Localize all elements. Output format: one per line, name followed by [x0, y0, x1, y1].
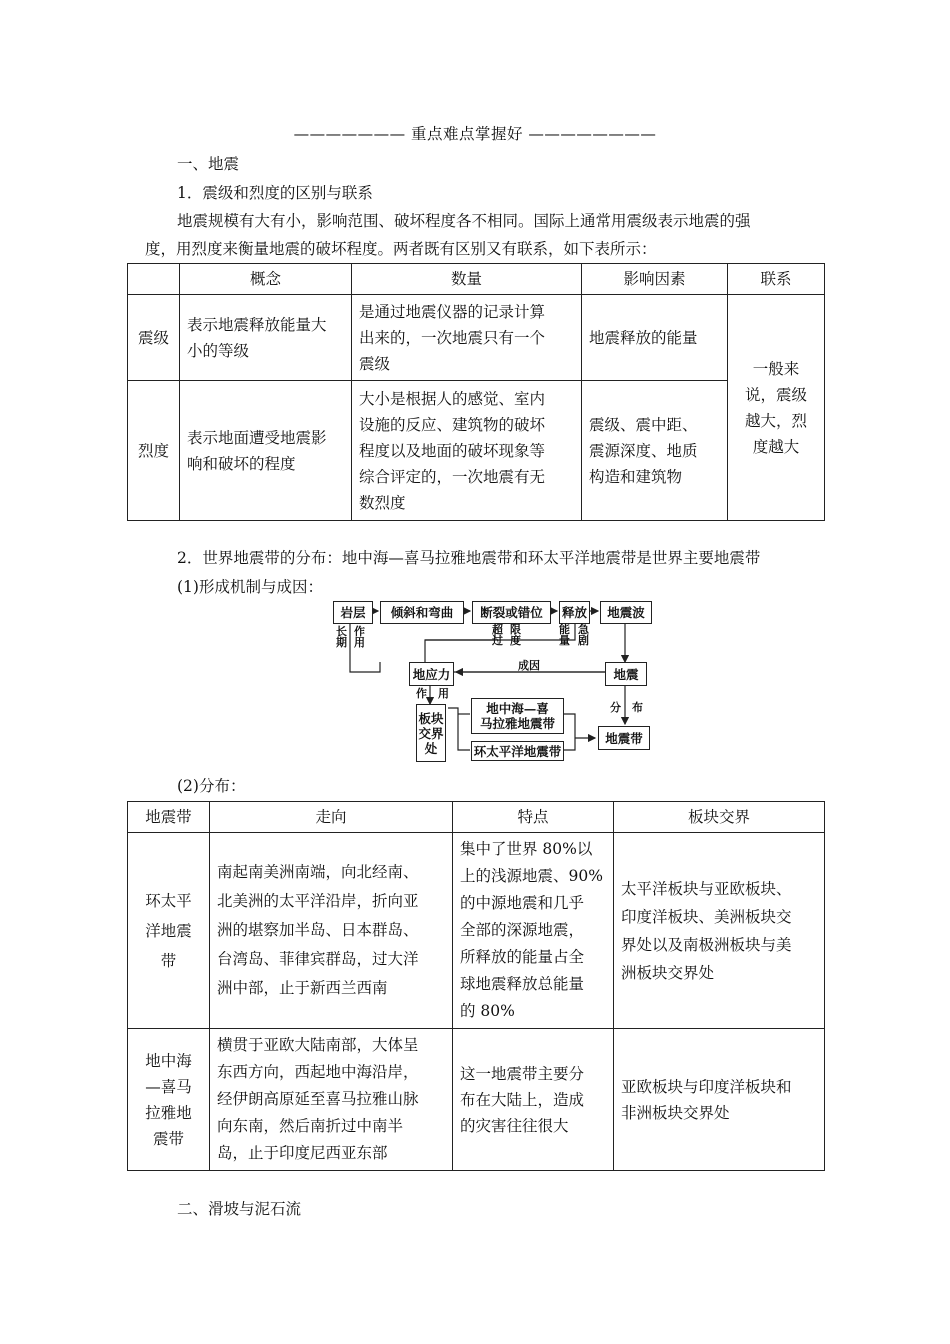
quantity-cell [352, 381, 582, 521]
cell-line: 的 80% [460, 1002, 515, 1020]
label-sudden: 急剧 [578, 623, 589, 647]
cell-line: 表示地面遭受地震影 [187, 428, 327, 447]
table-row [128, 381, 825, 521]
item-distribution: (2)分布： [177, 777, 246, 795]
cell-line: 震带 [152, 1129, 184, 1148]
label-distribution: 分 布 [610, 701, 643, 714]
belt-name-cell [128, 833, 210, 1029]
cell-line: 大小是根据人的感觉、室内 [359, 389, 546, 408]
cell-line: 一般来 [752, 359, 800, 378]
factor-cell [582, 381, 728, 521]
cell-line: 综合评定的，一次地震有无 [359, 467, 546, 486]
cell-line: 的灾害往往很大 [460, 1116, 569, 1135]
cell-line: 数烈度 [359, 493, 406, 512]
heading-landslide: 二、滑坡与泥石流 [177, 1200, 302, 1218]
table-row [128, 295, 825, 381]
subheading-seismic-belts: 2．世界地震带的分布：地中海—喜马拉雅地震带和环太平洋地震带是世界主要地震带 [177, 549, 761, 567]
cell-line: 拉雅地 [145, 1103, 192, 1122]
cell-line: 布在大陆上，造成 [460, 1090, 585, 1109]
cell-line: 北美洲的太平洋沿岸，折向亚 [217, 892, 419, 910]
table-header-cell: 概念 [180, 264, 352, 295]
cell-line: 全部的深源地震， [460, 921, 585, 939]
table-header-cell: 联系 [728, 264, 825, 295]
cell-line: 地中海 [145, 1051, 192, 1070]
cell-line: 环太平 [145, 891, 192, 910]
cell-line: 构造和建筑物 [589, 467, 683, 486]
cell-line: 响和破坏的程度 [187, 454, 296, 473]
heading-earthquake: 一、地震 [177, 155, 240, 173]
direction-cell [210, 1029, 453, 1171]
concept-cell [180, 381, 352, 521]
cell-line: 向东南，然后南折过中南半 [217, 1117, 404, 1135]
box-earthquake: 地震 [605, 662, 647, 686]
box-crustal-stress: 地应力 [409, 662, 454, 686]
box-tilt-bend: 倾斜和弯曲 [380, 601, 464, 624]
cell-line: 集中了世界 80%以 [460, 840, 593, 858]
cell-line: 洲板块交界处 [621, 963, 715, 982]
cell-line: 上的浅源地震、90% [460, 867, 603, 885]
item-formation: (1)形成机制与成因： [177, 578, 323, 596]
cell-line: 震级 [359, 354, 391, 373]
label-long-term: 长期 [336, 625, 347, 649]
table-header-cell: 地震带 [128, 802, 210, 833]
factor-cell [582, 295, 728, 381]
label-energy: 能量 [559, 623, 570, 647]
label-limit: 限度 [510, 623, 521, 647]
cell-line: 带 [160, 951, 177, 970]
table-header-cell: 走向 [210, 802, 453, 833]
direction-cell [210, 833, 453, 1029]
box-seismic-wave: 地震波 [600, 601, 652, 624]
table-header-cell: 板块交界 [614, 802, 825, 833]
cell-line: 台湾岛、菲律宾群岛，过大洋 [217, 950, 419, 968]
cell-line: 所释放的能量占全 [460, 948, 585, 966]
cell-line: 地震释放的能量 [589, 328, 698, 347]
cell-line: 设施的反应、建筑物的破坏 [359, 415, 546, 434]
label-exceed: 超过 [492, 623, 503, 647]
table-header-cell: 数量 [352, 264, 582, 295]
subheading-magnitude-intensity: 1．震级和烈度的区别与联系 [177, 184, 373, 202]
row-name: 震级 [128, 295, 180, 381]
cell-line: 南起南美洲南端，向北经南、 [217, 863, 419, 881]
concept-cell [180, 295, 352, 381]
cell-line: 的中源地震和几乎 [460, 894, 585, 912]
cell-line: 说，震级 [744, 385, 807, 404]
paragraph-line: 度，用烈度来衡量地震的破坏程度。两者既有区别又有联系，如下表所示： [145, 240, 657, 258]
cell-line: —喜马 [145, 1077, 192, 1096]
table-row [128, 1029, 825, 1171]
table-row [128, 833, 825, 1029]
quantity-cell [352, 295, 582, 381]
label-cause: 成因 [518, 659, 540, 672]
paragraph-line: 地震规模有大有小，影响范围、破坏程度各不相同。国际上通常用震级表示地震的强 [177, 212, 751, 230]
cell-line: 太平洋板块与亚欧板块、 [621, 879, 792, 898]
table-header-row [128, 264, 825, 295]
belt-name-cell [128, 1029, 210, 1171]
cell-line: 东西方向，西起地中海沿岸， [217, 1063, 419, 1081]
cell-line: 岛，止于印度尼西亚东部 [217, 1144, 388, 1162]
seismic-belt-table [127, 801, 825, 1171]
section-title: ——————— 重点难点掌握好 ———————— [293, 125, 657, 143]
table-header-row [128, 802, 825, 833]
formation-diagram [330, 600, 652, 764]
box-plate-boundary-text: 板块交界处 [418, 710, 444, 756]
relation-cell [728, 295, 825, 521]
cell-line: 是通过地震仪器的记录计算 [359, 302, 546, 321]
table-header-cell [128, 264, 180, 295]
cell-line: 球地震释放总能量 [460, 975, 585, 993]
cell-line: 洲中部，止于新西兰西南 [217, 979, 388, 997]
feature-cell [453, 833, 614, 1029]
box-text-line: 地中海—喜 [486, 701, 549, 716]
cell-line: 小的等级 [187, 341, 250, 360]
box-release: 释放 [559, 601, 590, 624]
box-fault: 断裂或错位 [472, 601, 551, 624]
row-name: 烈度 [128, 381, 180, 521]
cell-line: 非洲板块交界处 [621, 1103, 730, 1122]
cell-line: 印度洋板块、美洲板块交 [621, 907, 792, 926]
cell-line: 程度以及地面的破坏现象等 [359, 441, 546, 460]
cell-line: 出来的，一次地震只有一个 [359, 328, 546, 347]
box-rock-layer: 岩层 [333, 601, 373, 624]
cell-line: 亚欧板块与印度洋板块和 [621, 1077, 792, 1096]
cell-line: 横贯于亚欧大陆南部，大体呈 [217, 1036, 419, 1054]
cell-line: 越大，烈 [744, 411, 807, 430]
box-mediterranean-belt [471, 698, 564, 734]
table-header-cell: 特点 [453, 802, 614, 833]
cell-line: 震级、震中距、 [589, 415, 698, 434]
box-text-line: 马拉雅地震带 [479, 716, 555, 731]
cell-line: 界处以及南极洲板块与美 [621, 935, 792, 954]
box-seismic-belt: 地震带 [598, 726, 650, 750]
cell-line: 这一地震带主要分 [460, 1064, 585, 1083]
cell-line: 洲的堪察加半岛、日本群岛、 [217, 921, 419, 939]
plates-cell [614, 1029, 825, 1171]
cell-line: 震源深度、地质 [589, 441, 698, 460]
label-effect: 作用 [354, 625, 365, 649]
box-pacific-belt: 环太平洋地震带 [471, 741, 564, 761]
box-text [480, 701, 555, 731]
cell-line: 度越大 [752, 437, 800, 456]
cell-line: 经伊朗高原延至喜马拉雅山脉 [217, 1090, 419, 1108]
cell-line: 洋地震 [145, 921, 192, 940]
magnitude-intensity-table [127, 263, 825, 521]
feature-cell [453, 1029, 614, 1171]
box-plate-boundary [416, 704, 446, 762]
table-header-cell: 影响因素 [582, 264, 728, 295]
cell-line: 表示地震释放能量大 [187, 315, 327, 334]
plates-cell [614, 833, 825, 1029]
label-action: 作 用 [416, 687, 449, 700]
